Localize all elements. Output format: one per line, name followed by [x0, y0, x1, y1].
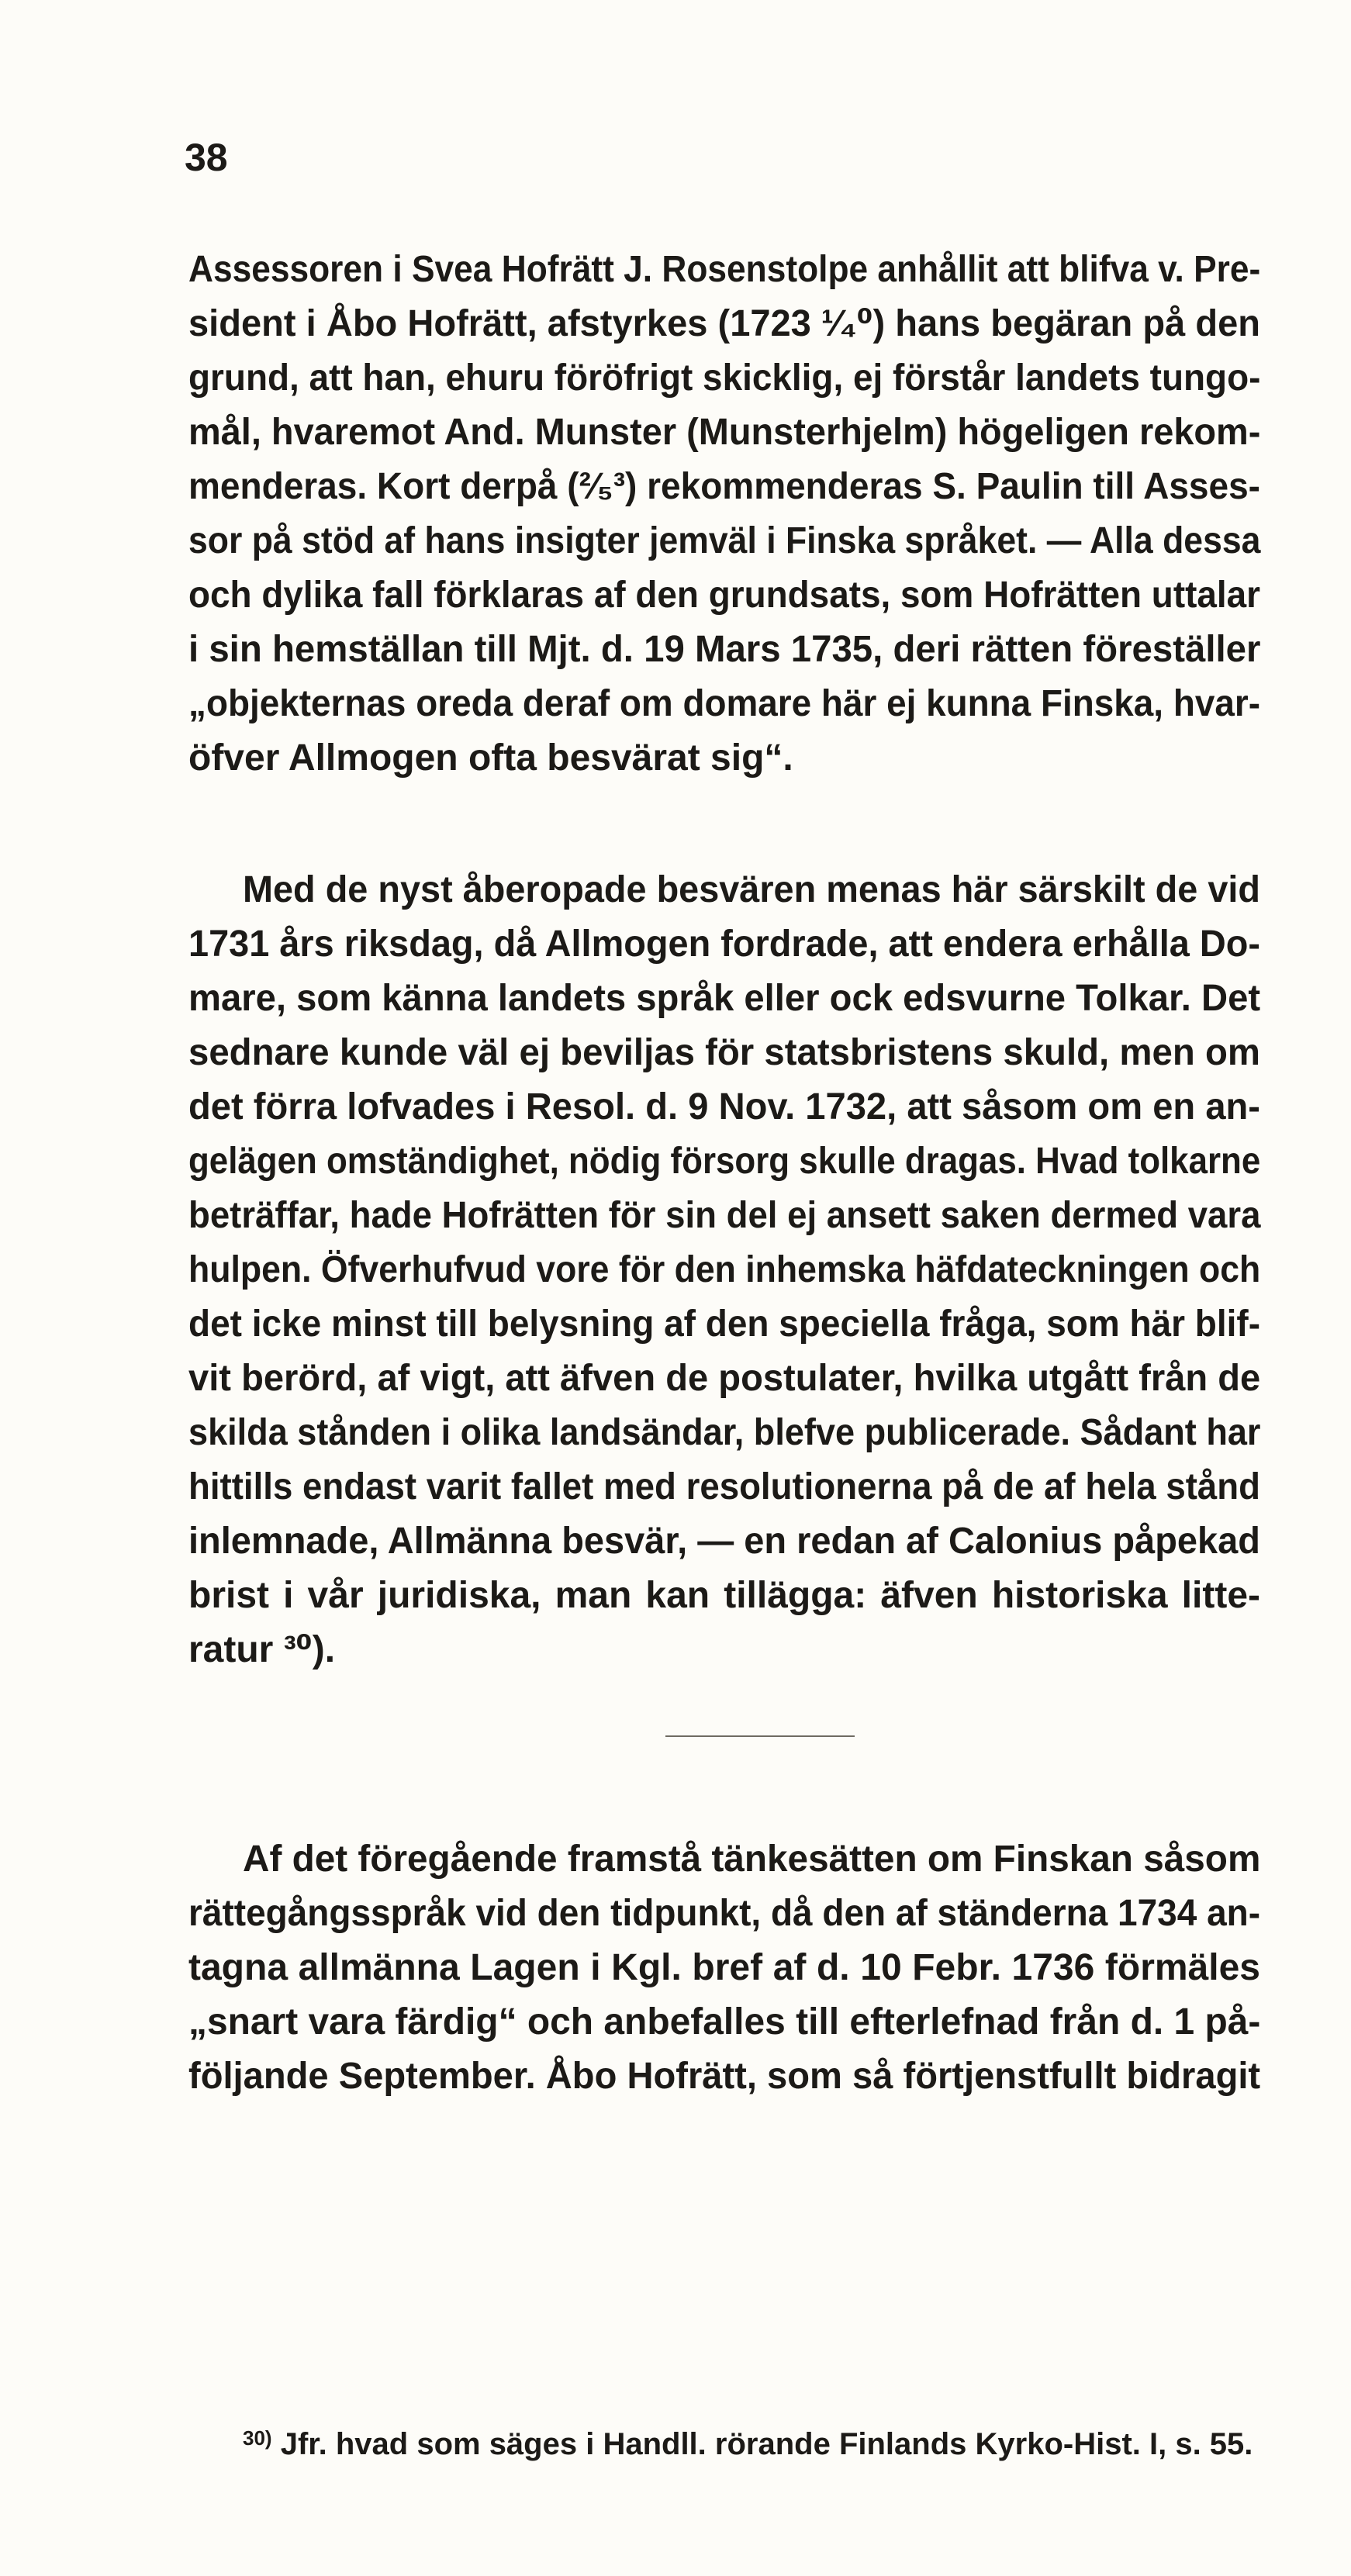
footnote-text: Jfr. hvad som säges i Handll. rörande Finlands Kyrko-Hist. I, s. 55. [280, 2427, 1253, 2461]
text-line: skilda stånden i olika landsändar, blefve publicerade. Sådant har [188, 1412, 1261, 1453]
text-line: tagna allmänna Lagen i Kgl. bref af d. 10 Febr. 1736 förmäles [188, 1947, 1260, 1988]
text-line: inlemnade, Allmänna besvär, — en redan af Calonius påpekad [188, 1521, 1260, 1562]
text-line: vit berörd, af vigt, att äfven de postulater, hvilka utgått från de [188, 1358, 1261, 1399]
text-line: „snart vara färdig“ och anbefalles till efterlefnad från d. 1 på- [188, 2001, 1261, 2042]
text-line: sednare kunde väl ej beviljas för statsbristens skuld, men om [188, 1032, 1260, 1073]
text-line: och dylika fall förklaras af den grundsats, som Hofrätten uttalar [188, 575, 1260, 616]
text-line: det icke minst till belysning af den speciella fråga, som här blif- [188, 1304, 1261, 1345]
text-line: 1731 års riksdag, då Allmogen fordrade, att endera erhålla Do- [188, 924, 1260, 965]
text-line: hittills endast varit fallet med resolutionerna på de af hela stånd [188, 1466, 1260, 1507]
text-line: mål, hvaremot And. Munster (Munsterhjelm) högeligen rekom- [188, 412, 1261, 453]
text-line: det förra lofvades i Resol. d. 9 Nov. 1732, att såsom om en an- [188, 1086, 1260, 1127]
text-line: brist i vår juridiska, man kan tillägga: äfven historiska litte- [188, 1575, 1260, 1616]
text-line: i sin hemställan till Mjt. d. 19 Mars 1735, deri rätten föreställer [188, 629, 1261, 670]
text-line: Assessoren i Svea Hofrätt J. Rosenstolpe anhållit att blifva v. Pre- [188, 249, 1261, 290]
text-line: mare, som känna landets språk eller ock edsvurne Tolkar. Det [188, 978, 1261, 1019]
text-line: gelägen omständighet, nödig försorg skulle dragas. Hvad tolkarne [188, 1141, 1261, 1182]
text-line: grund, att han, ehuru föröfrigt skicklig, ej förstår landets tungo- [188, 357, 1261, 399]
text-line: följande September. Åbo Hofrätt, som så förtjenstfullt bidragit [188, 2056, 1261, 2097]
text-line: menderas. Kort derpå (²⁄₅³) rekommenderas S. Paulin till Asses- [188, 466, 1260, 507]
section-divider [665, 1735, 855, 1737]
footnote [243, 2418, 1260, 2464]
text-line: sor på stöd af hans insigter jemväl i Finska språket. — Alla dessa [188, 520, 1261, 561]
text-line: Med de nyst åberopade besvären menas här särskilt de vid [243, 869, 1260, 910]
page-number: 38 [185, 136, 228, 179]
text-line: ratur ³⁰). [188, 1629, 336, 1670]
footnote-mark: 30) [243, 2426, 272, 2450]
text-line: öfver Allmogen ofta besvärat sig“. [188, 737, 793, 779]
text-line: sident i Åbo Hofrätt, afstyrkes (1723 ¹⁄₄⁰) hans begäran på den [188, 303, 1260, 344]
text-line: hulpen. Öfverhufvud vore för den inhemska häfdateckningen och [188, 1249, 1261, 1290]
text-line: „objekternas oreda deraf om domare här ej kunna Finska, hvar- [188, 683, 1260, 724]
text-line: beträffar, hade Hofrätten för sin del ej ansett saken dermed vara [188, 1195, 1261, 1236]
text-line: rättegångsspråk vid den tidpunkt, då den af ständerna 1734 an- [188, 1893, 1261, 1934]
text-line: Af det föregående framstå tänkesätten om Finskan såsom [243, 1839, 1261, 1880]
